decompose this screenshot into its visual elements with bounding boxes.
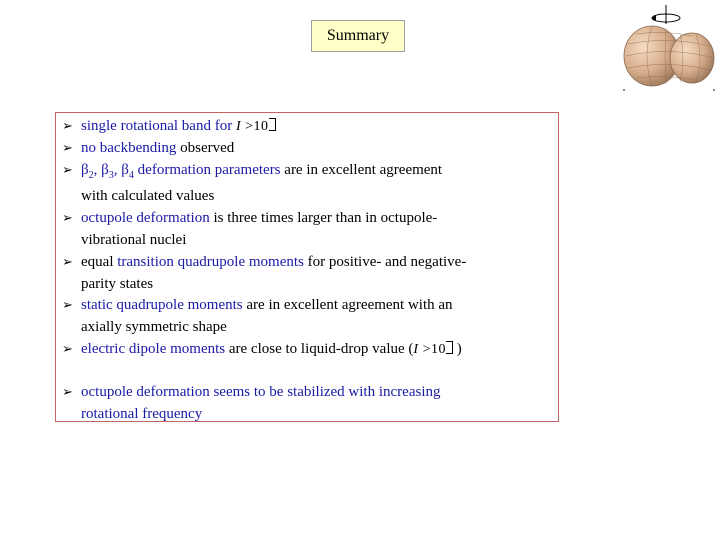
bullet-text: electric dipole moments bbox=[81, 340, 226, 357]
arrow-bullet-icon: ➢ bbox=[62, 254, 73, 270]
summary-bullet bbox=[62, 208, 552, 252]
summary-list bbox=[62, 116, 552, 425]
arrow-bullet-icon: ➢ bbox=[62, 119, 73, 134]
hbar-symbol bbox=[269, 118, 276, 131]
subscript: 4 bbox=[128, 169, 134, 181]
arrow-bullet-icon: ➢ bbox=[62, 211, 73, 227]
arrow-bullet-icon: ➢ bbox=[62, 140, 73, 156]
list-spacer bbox=[62, 361, 552, 382]
page-title: Summary bbox=[326, 27, 390, 44]
summary-bullet bbox=[62, 295, 552, 339]
bullet-text: , β bbox=[113, 161, 129, 178]
subscript: 2 bbox=[88, 169, 94, 181]
bullet-text: static quadrupole moments bbox=[81, 297, 243, 314]
subscript: 3 bbox=[108, 169, 114, 181]
bullet-continuation: parity states bbox=[81, 275, 154, 292]
bullet-continuation: axially symmetric shape bbox=[81, 319, 227, 336]
summary-bullet bbox=[62, 116, 552, 138]
bullet-text: observed bbox=[176, 139, 235, 156]
bullet-text: single rotational band for bbox=[81, 118, 236, 134]
summary-bullet bbox=[62, 339, 552, 361]
arrow-bullet-icon: ➢ bbox=[62, 162, 73, 178]
summary-bullet bbox=[62, 382, 552, 426]
bullet-text: is three times larger than in octupole- bbox=[209, 210, 438, 227]
bullet-text: are close to liquid-drop value ( bbox=[225, 340, 414, 357]
bullet-text: ) bbox=[452, 340, 462, 357]
bullet-text: for positive- and negative- bbox=[303, 253, 467, 270]
arrow-bullet-icon: ➢ bbox=[62, 384, 73, 400]
bullet-continuation: vibrational nuclei bbox=[81, 231, 187, 248]
bullet-text: no backbending bbox=[81, 139, 177, 156]
title-box bbox=[311, 20, 405, 52]
pear-shaped-nucleus-illustration bbox=[614, 2, 720, 94]
bullet-continuation: rotational frequency bbox=[81, 405, 203, 422]
bullet-text: octupole deformation bbox=[81, 210, 210, 227]
bullet-text: , β bbox=[93, 161, 109, 178]
bullet-text: equal bbox=[81, 253, 118, 270]
summary-bullet bbox=[62, 138, 552, 160]
formula-spin-gt-10: I >10 bbox=[413, 342, 453, 357]
bullet-text: octupole deformation seems to be stabilized with increasing bbox=[81, 383, 441, 400]
bullet-text: transition quadrupole moments bbox=[117, 253, 304, 270]
bullet-text: β bbox=[81, 161, 89, 178]
arrow-bullet-icon: ➢ bbox=[62, 341, 73, 357]
bullet-continuation: with calculated values bbox=[81, 188, 215, 205]
summary-bullet bbox=[62, 252, 552, 296]
arrow-bullet-icon: ➢ bbox=[62, 298, 73, 314]
bullet-text: deformation parameters bbox=[133, 161, 281, 178]
summary-bullet bbox=[62, 160, 552, 209]
formula-spin-gt-10: I >10 bbox=[236, 119, 276, 134]
bullet-text: are in excellent agreement with an bbox=[242, 297, 453, 314]
hbar-symbol bbox=[446, 341, 453, 354]
bullet-text: are in excellent agreement bbox=[280, 161, 443, 178]
